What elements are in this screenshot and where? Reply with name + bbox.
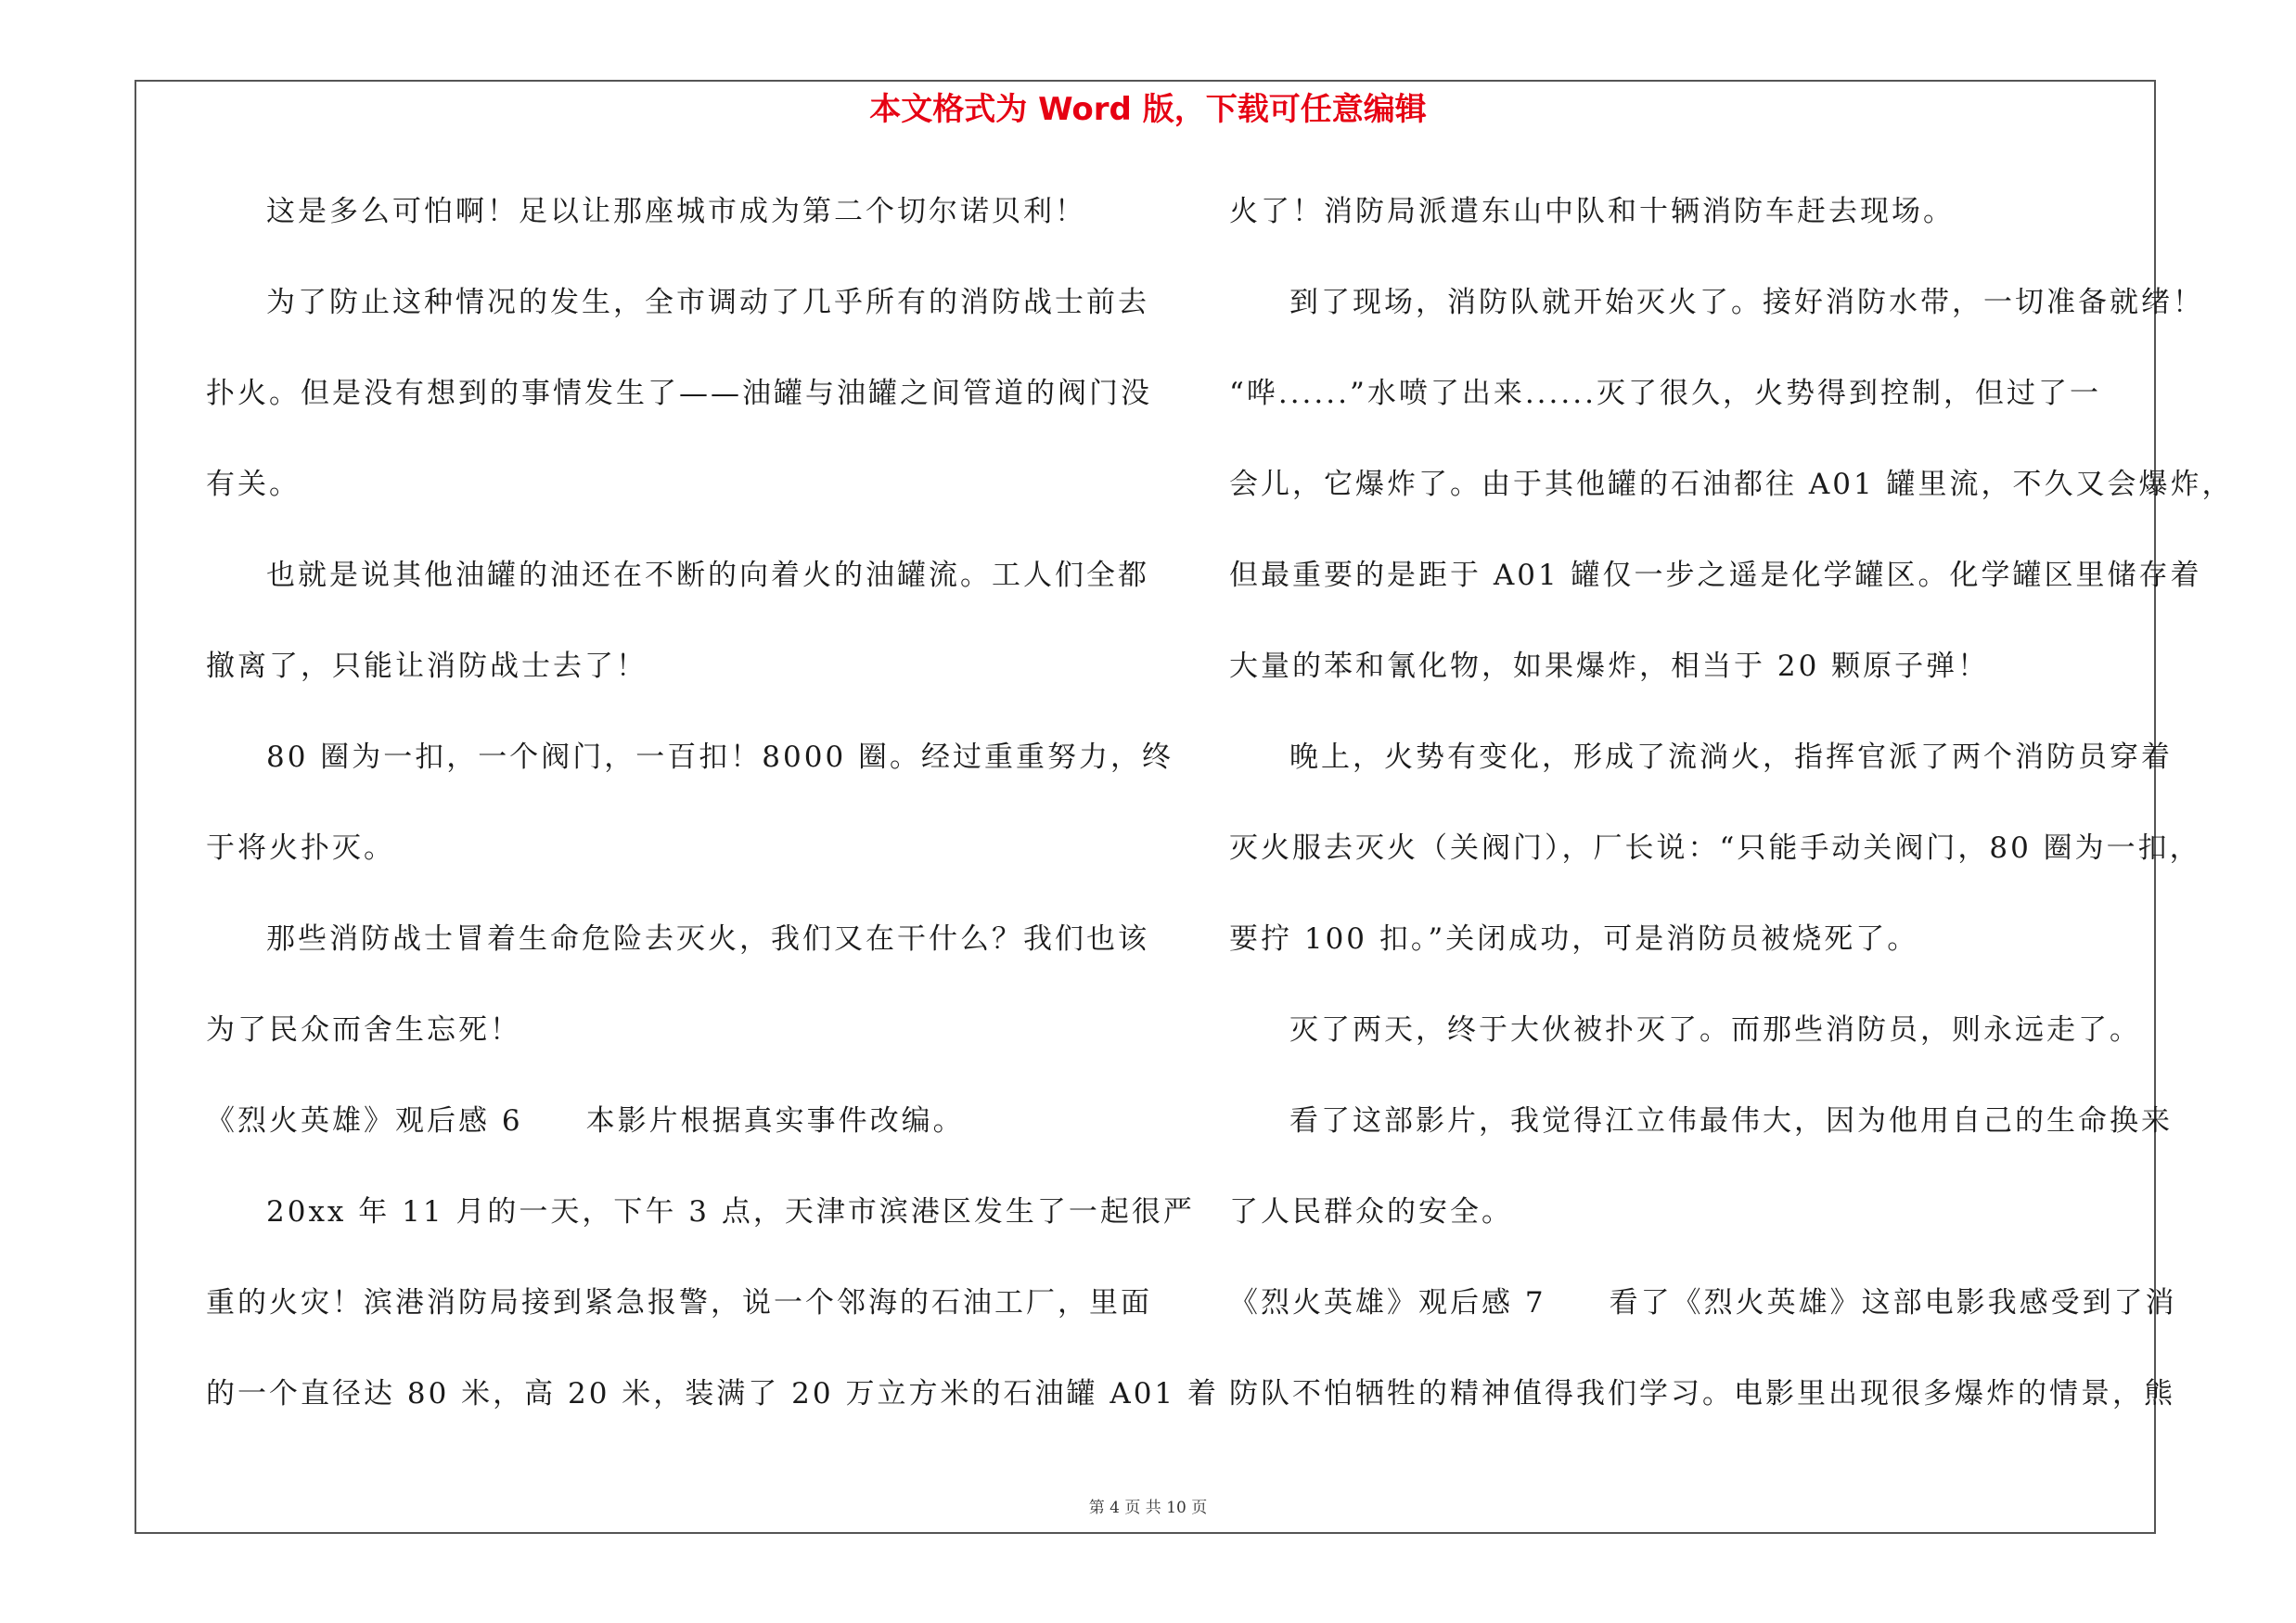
text-line: 灭了两天，终于大伙被扑灭了。而那些消防员，则永远走了。 (1289, 1013, 2141, 1047)
text-line: 看了这部影片，我觉得江立伟最伟大，因为他用自己的生命换来 (1289, 1104, 2173, 1138)
text-line: 会儿，它爆炸了。由于其他罐的石油都往 A01 罐里流，不久又会爆炸， (1229, 468, 2234, 501)
section-heading-line: 《烈火英雄》观后感 7 看了《烈火英雄》这部电影我感受到了消 (1229, 1286, 2177, 1320)
text-line: 这是多么可怕啊！足以让那座城市成为第二个切尔诺贝利！ (266, 195, 1086, 228)
text-line: 的一个直径达 80 米，高 20 米，装满了 20 万立方米的石油罐 A01 着 (206, 1377, 1220, 1410)
text-line: 到了现场，消防队就开始灭火了。接好消防水带，一切准备就绪！ (1289, 286, 2204, 319)
text-line: 大量的苯和氰化物，如果爆炸，相当于 20 颗原子弹！ (1229, 650, 1990, 683)
text-line: 重的火灾！滨港消防局接到紧急报警，说一个邻海的石油工厂，里面 (206, 1286, 1152, 1320)
text-line: 为了民众而舍生忘死！ (206, 1013, 521, 1047)
right-column (1229, 184, 2234, 1457)
text-line: 要拧 100 扣。”关闭成功，可是消防员被烧死了。 (1229, 922, 1919, 956)
left-column (206, 184, 1220, 1457)
text-line: 为了防止这种情况的发生，全市调动了几乎所有的消防战士前去 (266, 286, 1149, 319)
text-line: 防队不怕牺牲的精神值得我们学习。电影里出现很多爆炸的情景，熊 (1229, 1377, 2175, 1410)
text-line: 扑火。但是没有想到的事情发生了——油罐与油罐之间管道的阀门没 (206, 377, 1152, 410)
text-line: 有关。 (206, 468, 301, 501)
page-number: 第 4 页 共 10 页 (1088, 1499, 1208, 1517)
section-heading-line: 《烈火英雄》观后感 6 本影片根据真实事件改编。 (206, 1104, 965, 1138)
text-line: 但最重要的是距于 A01 罐仅一步之遥是化学罐区。化学罐区里储存着 (1229, 559, 2202, 592)
text-line: 于将火扑灭。 (206, 831, 395, 865)
text-line: 灭火服去灭火（关阀门），厂长说：“只能手动关阀门，80 圈为一扣， (1229, 831, 2201, 865)
text-line: “哗......”水喷了出来......灭了很久，火势得到控制，但过了一 (1229, 377, 2101, 410)
text-line: 了人民群众的安全。 (1229, 1195, 1513, 1229)
text-line: 80 圈为一扣，一个阀门，一百扣！8000 圈。经过重重努力，终 (266, 741, 1174, 774)
text-line: 撤离了，只能让消防战士去了！ (206, 650, 648, 683)
text-line: 晚上，火势有变化，形成了流淌火，指挥官派了两个消防员穿着 (1289, 741, 2173, 774)
text-line: 那些消防战士冒着生命危险去灭火，我们又在干什么？我们也该 (266, 922, 1149, 956)
text-line: 火了！消防局派遣东山中队和十辆消防车赶去现场。 (1229, 195, 1955, 228)
text-line: 20xx 年 11 月的一天，下午 3 点，天津市滨港区发生了一起很严 (266, 1195, 1195, 1229)
header-banner: 本文格式为 Word 版，下载可任意编辑 (869, 91, 1427, 128)
text-line: 也就是说其他油罐的油还在不断的向着火的油罐流。工人们全都 (266, 559, 1149, 592)
